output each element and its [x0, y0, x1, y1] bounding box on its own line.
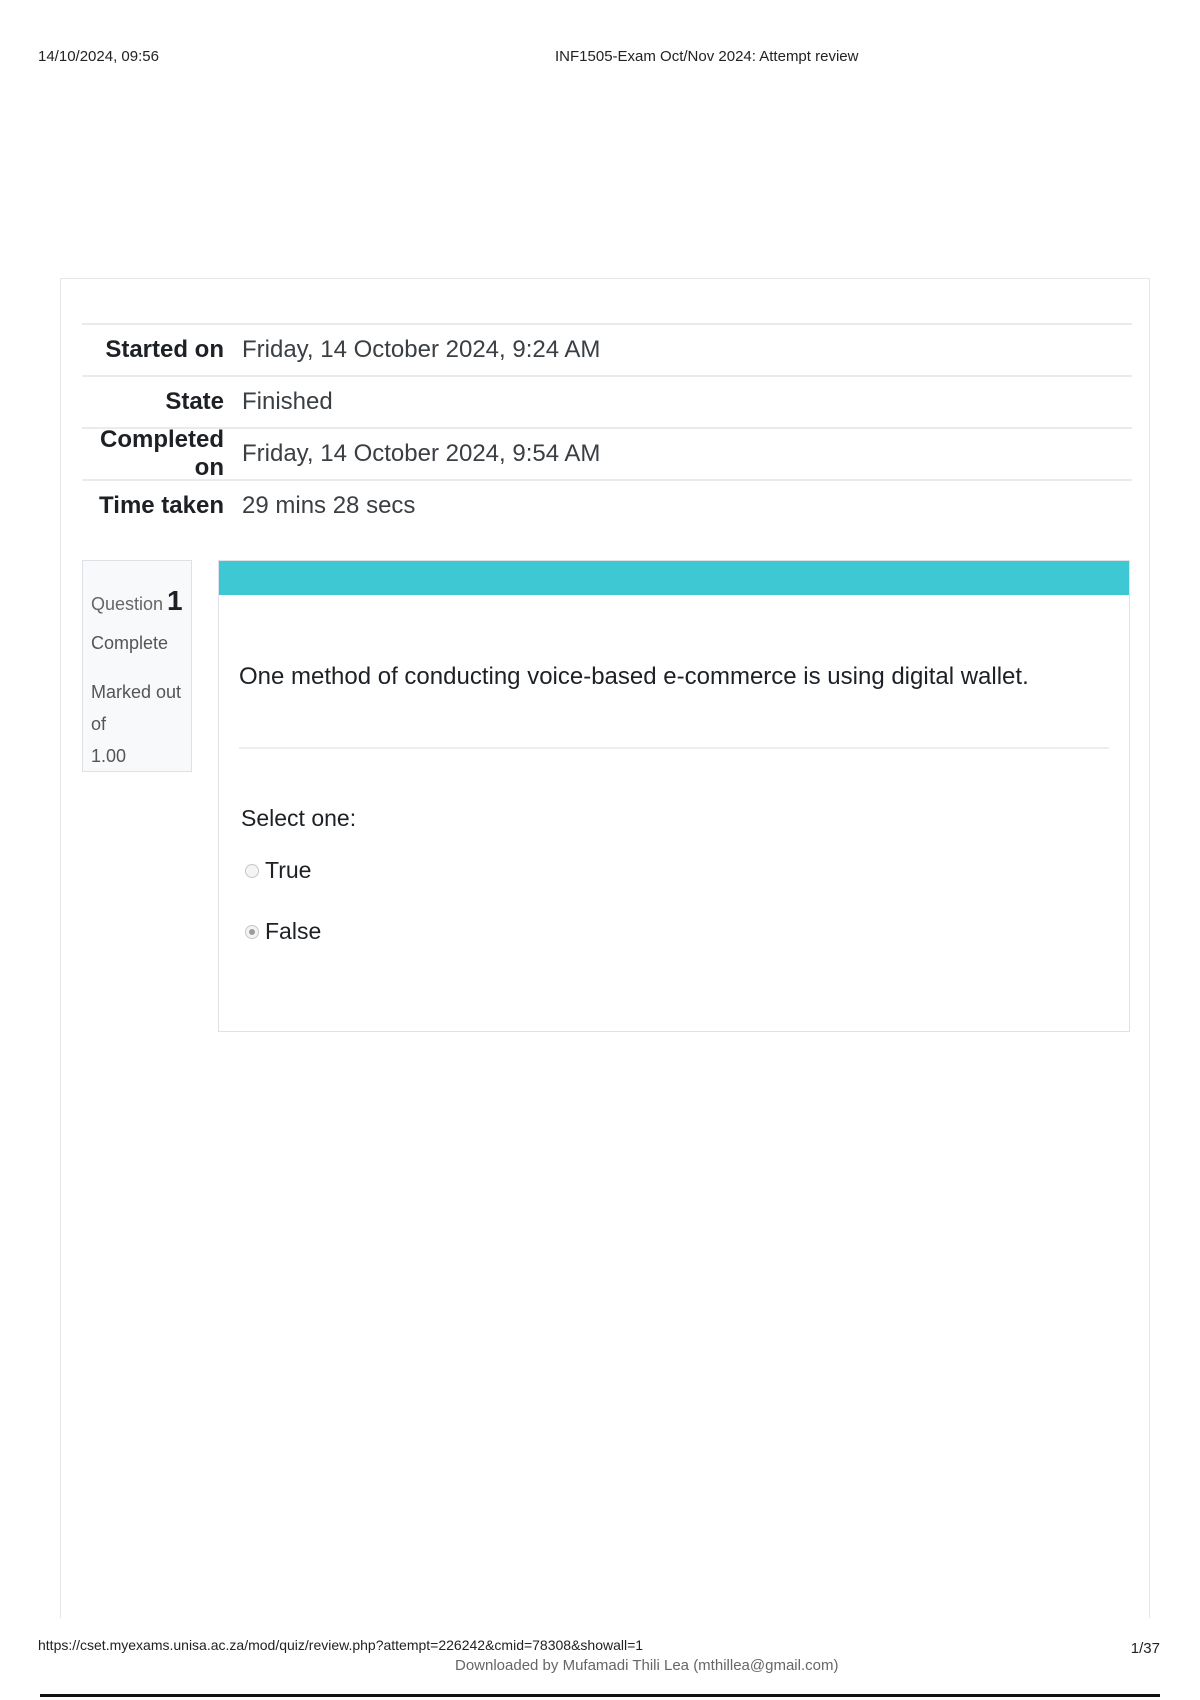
print-datetime: 14/10/2024, 09:56: [38, 48, 159, 65]
question-divider: [239, 747, 1109, 749]
bottom-rule: [40, 1694, 1160, 1697]
answer-option-false[interactable]: [245, 918, 321, 945]
summary-label: Time taken: [99, 492, 224, 519]
question-info-panel: [82, 560, 192, 772]
print-footer-url: https://cset.myexams.unisa.ac.za/mod/quiz/review.php?attempt=226242&cmid=78308&showall=1: [38, 1637, 644, 1653]
print-page-number: 1/37: [1130, 1640, 1160, 1657]
answer-prompt: Select one:: [241, 805, 357, 831]
summary-row-state: [82, 377, 1132, 429]
question-text: One method of conducting voice-based e-commerce is using digital wallet.: [239, 663, 1029, 690]
summary-label: State: [165, 388, 224, 415]
summary-label: Completed on: [99, 426, 224, 481]
question-number: [91, 585, 183, 617]
print-header: [0, 48, 1200, 68]
question-grade-label: Marked out of: [91, 682, 182, 734]
radio-button-checked-icon[interactable]: [245, 925, 259, 939]
answer-option-label: False: [265, 918, 322, 944]
radio-button-icon[interactable]: [245, 864, 259, 878]
summary-value: Friday, 14 October 2024, 9:24 AM: [242, 336, 601, 363]
question-number-value: 1: [167, 585, 183, 616]
question-banner: [219, 561, 1129, 595]
attempt-summary-table: [82, 323, 1132, 531]
print-title: INF1505-Exam Oct/Nov 2024: Attempt review: [555, 48, 859, 65]
summary-value: 29 mins 28 secs: [242, 492, 416, 519]
question-word: Question: [91, 594, 164, 614]
question-state: Complete: [91, 633, 169, 653]
question-grade-value: 1.00: [91, 746, 127, 766]
summary-value: Friday, 14 October 2024, 9:54 AM: [242, 440, 601, 467]
summary-label: Started on: [105, 336, 224, 363]
question-grade: [91, 676, 183, 772]
download-note: Downloaded by Mufamadi Thili Lea (mthillea@gmail.com): [455, 1657, 839, 1674]
summary-row-completed: [82, 426, 1132, 481]
answer-option-true[interactable]: [245, 857, 311, 884]
summary-row-started: [82, 325, 1132, 377]
summary-row-time-taken: [82, 481, 1132, 531]
question-content: [218, 560, 1130, 1032]
answer-option-label: True: [265, 857, 312, 883]
summary-value: Finished: [242, 388, 333, 415]
